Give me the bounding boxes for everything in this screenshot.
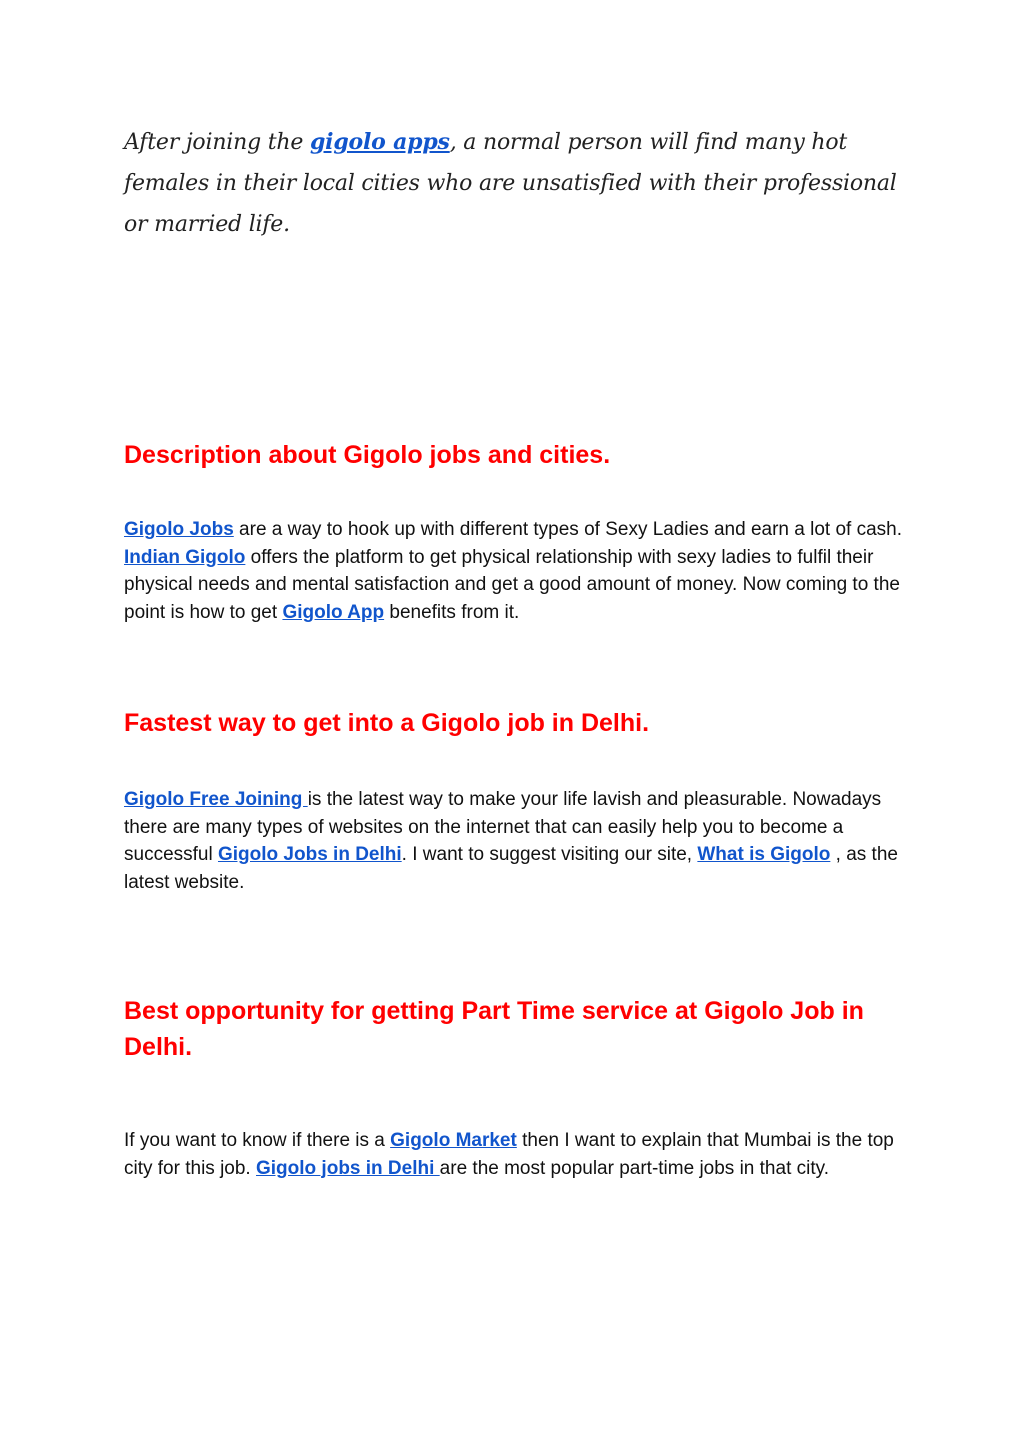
- fastest-way-heading: Fastest way to get into a Gigolo job in Delhi.: [124, 709, 650, 737]
- fastest-text-2: . I want to suggest visiting our site,: [401, 844, 698, 865]
- best-opportunity-paragraph: [124, 1127, 904, 1182]
- gigolo-market-link[interactable]: Gigolo Market: [390, 1130, 517, 1151]
- description-heading: Description about Gigolo jobs and cities.: [124, 441, 611, 469]
- indian-gigolo-link[interactable]: Indian Gigolo: [124, 546, 246, 568]
- description-text-1: are a way to hook up with different types of Sexy Ladies and earn a lot of cash.: [233, 519, 903, 540]
- fastest-text-3: , as the latest website.: [124, 844, 898, 893]
- best-text-2: then I want to explain that Mumbai is the top city for this job.: [124, 1130, 894, 1179]
- intro-text-before: After joining the: [124, 130, 310, 155]
- what-is-gigolo-link[interactable]: What is Gigolo: [697, 844, 831, 865]
- intro-paragraph: [124, 122, 904, 245]
- description-text-3: benefits from it.: [384, 601, 520, 623]
- fastest-way-paragraph: [124, 786, 904, 896]
- description-paragraph: [124, 516, 904, 626]
- gigolo-jobs-in-delhi-link-2[interactable]: Gigolo jobs in Delhi: [256, 1157, 440, 1179]
- gigolo-jobs-in-delhi-link[interactable]: Gigolo Jobs in Delhi: [217, 844, 402, 865]
- gigolo-apps-link[interactable]: gigolo apps: [310, 129, 450, 155]
- best-text-3: are the most popular part-time jobs in that city.: [439, 1157, 829, 1179]
- gigolo-jobs-link[interactable]: Gigolo Jobs: [124, 519, 234, 540]
- intro-text-after: , a normal person will find many hot females in their local cities who are unsatisfied with their professional or married life.: [124, 130, 897, 237]
- best-opportunity-heading: Best opportunity for getting Part Time service at Gigolo Job in Delhi.: [124, 997, 864, 1061]
- fastest-text-1: is the latest way to make your life lavish and pleasurable. Nowadays there are many types of websites on the internet that can easily help you to become a successful: [124, 789, 882, 865]
- gigolo-app-link[interactable]: Gigolo App: [282, 601, 385, 623]
- best-text-1: If you want to know if there is a: [124, 1130, 391, 1151]
- description-text-2: offers the platform to get physical relationship with sexy ladies to fulfil their physical needs and mental satisfaction and get a good amount of money. Now coming to the point is how to get: [124, 546, 900, 623]
- gigolo-free-joining-link[interactable]: Gigolo Free Joining: [124, 789, 308, 810]
